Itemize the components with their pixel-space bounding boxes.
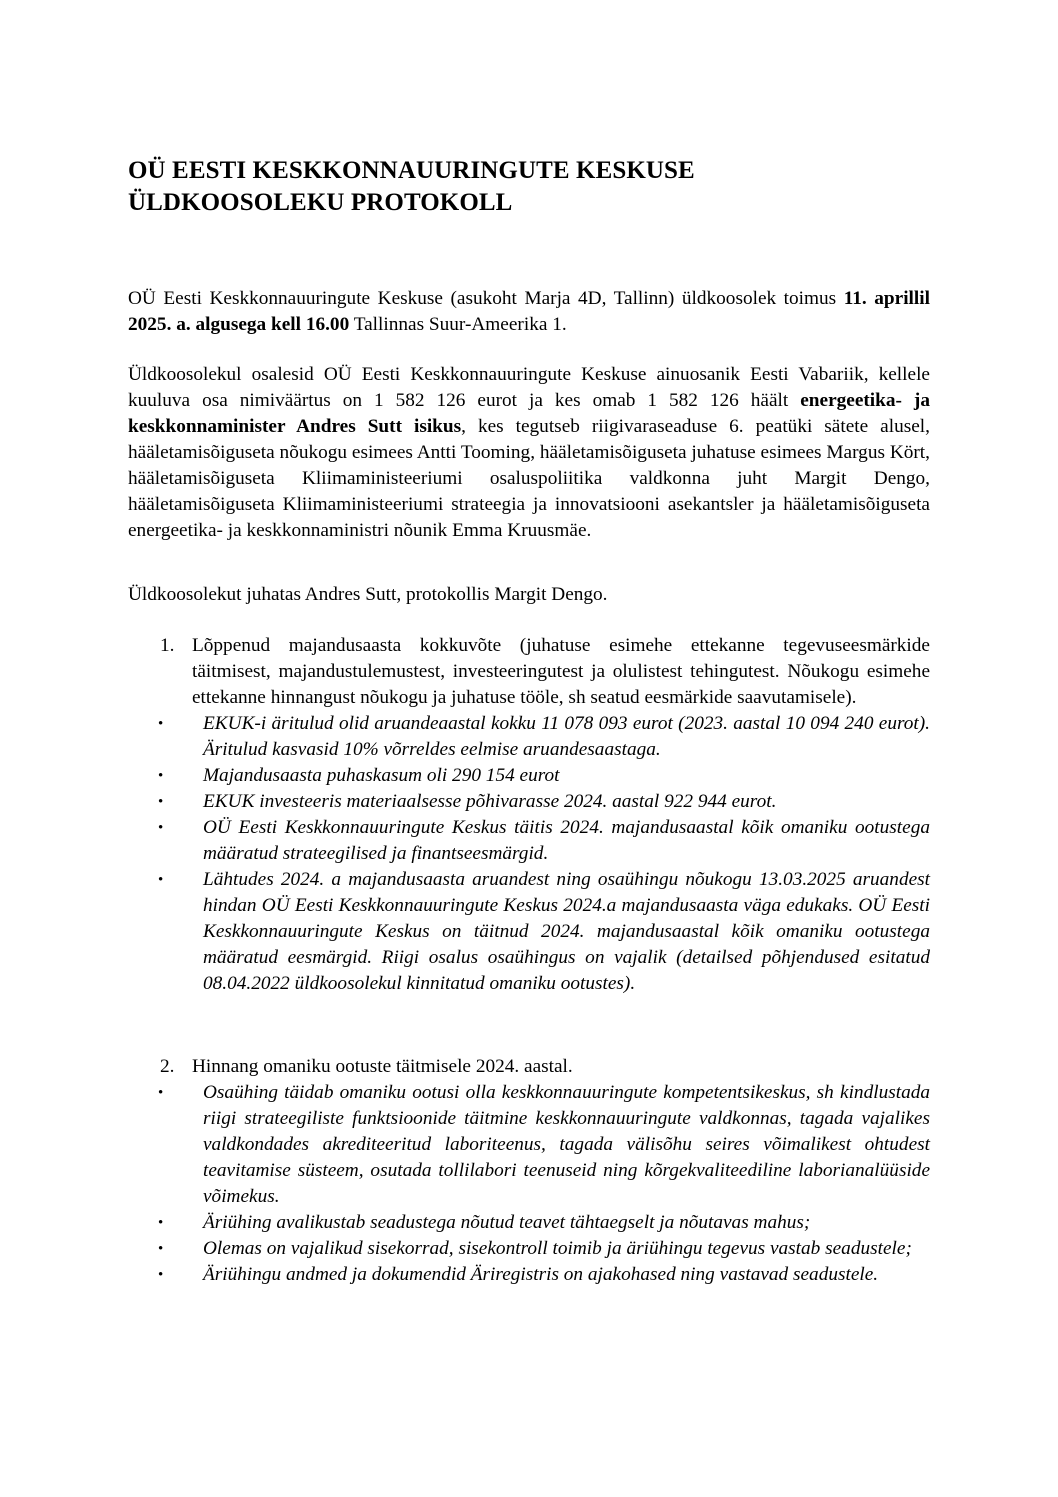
list-item: • Majandusaasta puhaskasum oli 290 154 eurot — [128, 763, 930, 789]
list-item: • Olemas on vajalikud sisekorrad, sisekontroll toimib ja äriühingu tegevus vastab seadustele; — [128, 1236, 930, 1262]
participants-text-a: Üldkoosolekul osalesid OÜ Eesti Keskkonnauuringute Keskuse ainuosanik Eesti Vabariik, kellele kuuluva osa nimiväärtus on 1 582 126 eurot ja kes omab 1 582 126 häält — [128, 364, 930, 411]
participants-paragraph — [128, 362, 930, 544]
list-item: • Äriühing avalikustab seadustega nõutud teavet tähtaegselt ja nõutavas mahus; — [128, 1210, 930, 1236]
bullet-icon: • — [158, 716, 164, 732]
bullet-icon: • — [158, 794, 164, 810]
title-line-1: OÜ EESTI KESKKONNAUURINGUTE KESKUSE — [128, 157, 695, 184]
bullet-icon: • — [158, 768, 164, 784]
bullet-icon: • — [158, 1241, 164, 1257]
agenda-number: 2. — [160, 1056, 175, 1077]
meeting-date: 11. aprillil 2025. a. algusega kell 16.00 — [128, 288, 930, 335]
bullet-list — [128, 1080, 930, 1288]
agenda-heading: Hinnang omaniku ootuste täitmisele 2024. aastal. — [192, 1056, 573, 1077]
agenda-item-2 — [128, 1054, 930, 1288]
chair-paragraph: Üldkoosolekut juhatas Andres Sutt, protokollis Margit Dengo. — [128, 584, 608, 605]
minister-name: energeetika- ja keskkonnaminister Andres Sutt isikus — [128, 390, 930, 437]
list-item: • EKUK investeeris materiaalsesse põhivarasse 2024. aastal 922 944 eurot. — [128, 789, 930, 815]
list-item: • Lähtudes 2024. a majandusaasta aruandest ning osaühingu nõukogu 13.03.2025 aruandest hindan OÜ Eesti Keskkonnauuringute Keskus 2024.a majandusaasta väga edukaks. OÜ Eesti Keskkonnauuringute Keskus on täitnud 2024. majandusaastal kõik omaniku ootustega määratud eesmärgid. Riigi osalus osaühingus on vajalik (detailsed põhjendused esitatud 08.04.2022 üldkoosolekul kinnitatud omaniku ootustes). — [158, 869, 930, 994]
list-item: • Osaühing täidab omaniku ootusi olla keskkonnauuringute kompetentsikeskus, sh kindlustada riigi strateegiliste funktsioonide täitmine keskkonnauuringute valdkonnas, tagada vajalikes valdkondades akrediteeritud laboriteenus, tagada välisõhu seires võimalikest ohtudest teavitamise süsteem, osutada tollilabori teenuseid ning kõrgekvaliteediline laborianalüüside võimekus. — [158, 1082, 930, 1207]
agenda-heading: Lõppenud majandusaasta kokkuvõte (juhatuse esimehe ettekanne tegevuseesmärkide täitmisest, majandustulemustest, investeeringutest ja olulistest tehingutest. Nõukogu esimehe ettekanne hinnangust nõukogu ja juhatuse tööle, sh seatud eesmärkide saavutamisele). — [192, 635, 930, 708]
agenda-number: 1. — [160, 635, 175, 656]
list-item: • OÜ Eesti Keskkonnauuringute Keskus täitis 2024. majandusaastal kõik omaniku ootustega määratud strateegilised ja finantseesmärgid. — [158, 817, 930, 864]
agenda-item-1 — [128, 633, 930, 997]
document-title — [128, 155, 928, 219]
intro-text-b: Tallinnas Suur-Ameerika 1. — [349, 314, 567, 335]
bullet-icon: • — [158, 872, 164, 888]
title-line-2: ÜLDKOOSOLEKU PROTOKOLL — [128, 189, 513, 216]
bullet-icon: • — [158, 1215, 164, 1231]
bullet-icon: • — [158, 820, 164, 836]
list-item: • EKUK-i äritulud olid aruandeaastal kokku 11 078 093 eurot (2023. aastal 10 094 240 eurot). Äritulud kasvasid 10% võrreldes eelmise aruandesaastaga. — [158, 713, 930, 760]
bullet-icon: • — [158, 1267, 164, 1283]
intro-text-a: OÜ Eesti Keskkonnauuringute Keskuse (asukoht Marja 4D, Tallinn) üldkoosolek toimus — [128, 288, 844, 309]
bullet-list — [128, 711, 930, 997]
list-item: • Äriühingu andmed ja dokumendid Äriregistris on ajakohased ning vastavad seadustele. — [128, 1262, 930, 1288]
participants-text-b: , kes tegutseb riigivaraseaduse 6. peatüki sätete alusel, hääletamisõiguseta nõukogu esimees Antti Tooming, hääletamisõiguseta juhatuse esimees Margus Kört, hääletamisõiguseta Kliimaministeeriumi osaluspoliitika valdkonna juht Margit Dengo, hääletamisõiguseta Kliimaministeeriumi strateegia ja innovatsiooni asekantsler ja hääletamisõiguseta energeetika- ja keskkonnaministri nõunik Emma Kruusmäe. — [128, 416, 930, 541]
intro-paragraph — [128, 286, 930, 338]
bullet-icon: • — [158, 1085, 164, 1101]
